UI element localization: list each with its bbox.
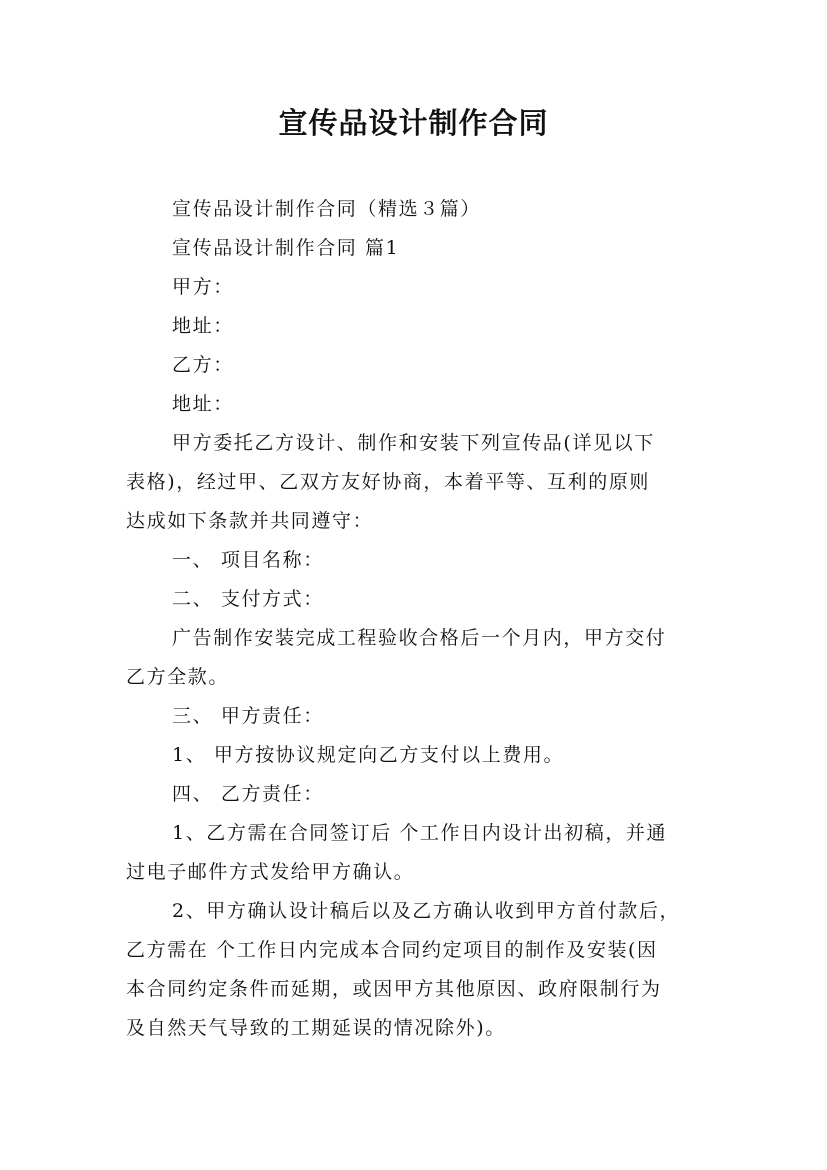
party-a-duty-item-1: 1、 甲方按协议规定向乙方支付以上费用。 [172,744,565,766]
party-b-duty-item-2-line-2: 乙方需在 个工作日内完成本合同约定项目的制作及安装(因 [126,939,658,961]
party-b-duty-item-1-line-1: 1、乙方需在合同签订后 个工作日内设计出初稿，并通 [172,822,668,844]
paragraph-section-heading: 宣传品设计制作合同 篇1 [172,237,400,259]
intro-paragraph-line-2: 表格)，经过甲、乙双方友好协商，本着平等、互利的原则 [126,471,651,493]
party-b-address-label: 地址： [172,393,234,415]
party-b-duty-item-2-line-4: 及自然天气导致的工期延误的情况除外)。 [126,1017,506,1039]
section-four-heading: 四、 乙方责任： [172,783,324,805]
party-a-address-label: 地址： [172,315,234,337]
section-two-heading: 二、 支付方式： [172,588,324,610]
intro-paragraph-line-3: 达成如下条款并共同遵守： [126,510,374,532]
party-b-duty-item-1-line-2: 过电子邮件方式发给甲方确认。 [126,861,415,883]
party-b-duty-item-2-line-1: 2、甲方确认设计稿后以及乙方确认收到甲方首付款后， [172,900,681,922]
document-body [126,190,704,1048]
payment-paragraph-line-1: 广告制作安装完成工程验收合格后一个月内，甲方交付 [172,627,667,649]
document-title: 宣传品设计制作合同 [278,106,549,140]
payment-paragraph-line-2: 乙方全款。 [126,666,230,688]
section-one-heading: 一、 项目名称： [172,549,324,571]
party-b-label: 乙方： [172,354,234,376]
paragraph-subtitle: 宣传品设计制作合同（精选３篇） [172,198,482,220]
section-three-heading: 三、 甲方责任： [172,705,324,727]
party-b-duty-item-2-line-3: 本合同约定条件而延期，或因甲方其他原因、政府限制行为 [126,978,662,1000]
party-a-label: 甲方： [172,276,234,298]
intro-paragraph-line-1: 甲方委托乙方设计、制作和安装下列宣传品(详见以下 [172,432,655,454]
